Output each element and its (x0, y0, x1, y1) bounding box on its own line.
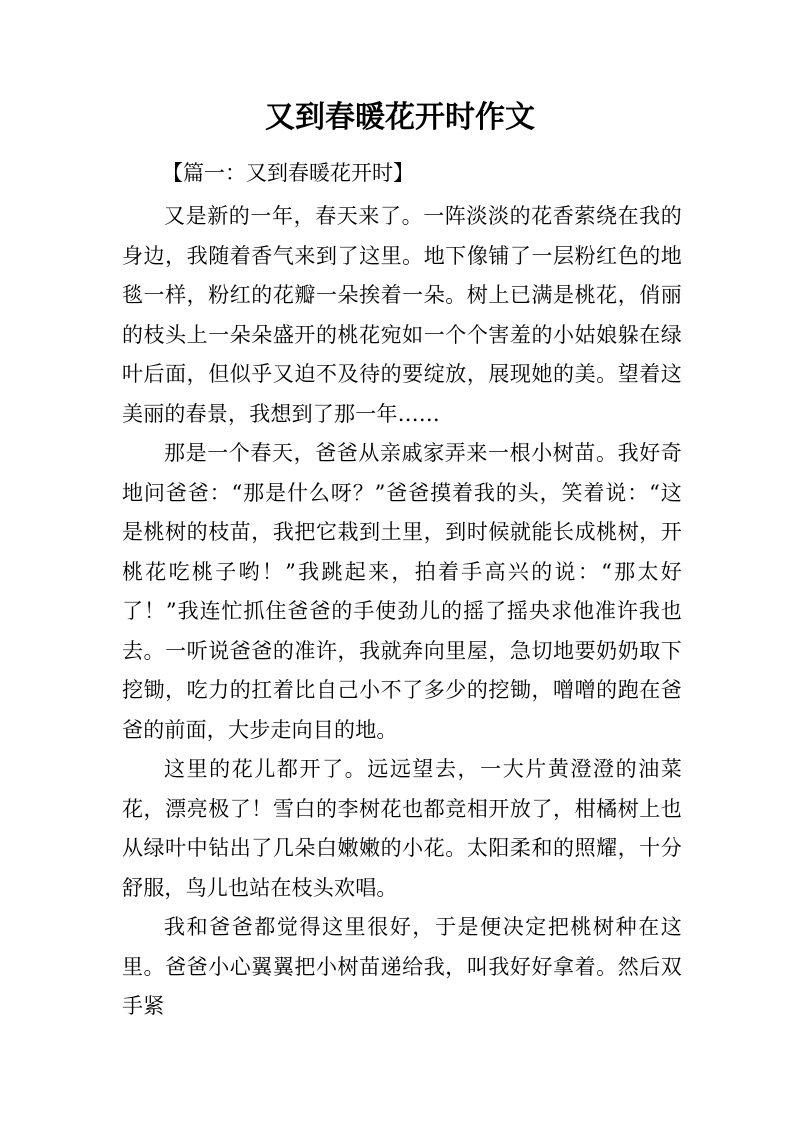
paragraph: 那是一个春天，爸爸从亲戚家弄来一根小树苗。我好奇地问爸爸：“那是什么呀？”爸爸摸着我的头，笑着说：“这是桃树的枝苗，我把它栽到土里，到时候就能长成桃树，开桃花吃桃子哟！”我跳起来，拍着手高兴的说：“那太好了！”我连忙抓住爸爸的手使劲儿的摇了摇央求他准许我也去。一听说爸爸的准许，我就奔向里屋，急切地要奶奶取下挖锄，吃力的扛着比自己小不了多少的挖锄，噌噌的跑在爸爸的前面，大步走向目的地。 (122, 441, 682, 742)
paragraph: 我和爸爸都觉得这里很好，于是便决定把桃树种在这里。爸爸小心翼翼把小树苗递给我，叫我好好拿着。然后双手紧 (122, 915, 682, 1018)
document-title: 又到春暖花开时作文 (265, 100, 535, 135)
section-heading: 【篇一：又到春暖花开时】 (162, 161, 414, 185)
paragraph: 这里的花儿都开了。远远望去，一大片黄澄澄的油菜花，漂亮极了！雪白的李树花也都竞相开放了，柑橘树上也从绿叶中钻出了几朵白嫩嫩的小花。太阳柔和的照耀，十分舒服，鸟儿也站在枝头欢唱。 (122, 757, 682, 900)
document-body (122, 197, 682, 1027)
paragraph: 又是新的一年，春天来了。一阵淡淡的花香萦绕在我的身边，我随着香气来到了这里。地下像铺了一层粉红色的地毯一样，粉红的花瓣一朵挨着一朵。树上已满是桃花，俏丽的枝头上一朵朵盛开的桃花宛如一个个害羞的小姑娘躲在绿叶后面，但似乎又迫不及待的要绽放，展现她的美。望着这美丽的春景，我想到了那一年…… (122, 204, 682, 426)
